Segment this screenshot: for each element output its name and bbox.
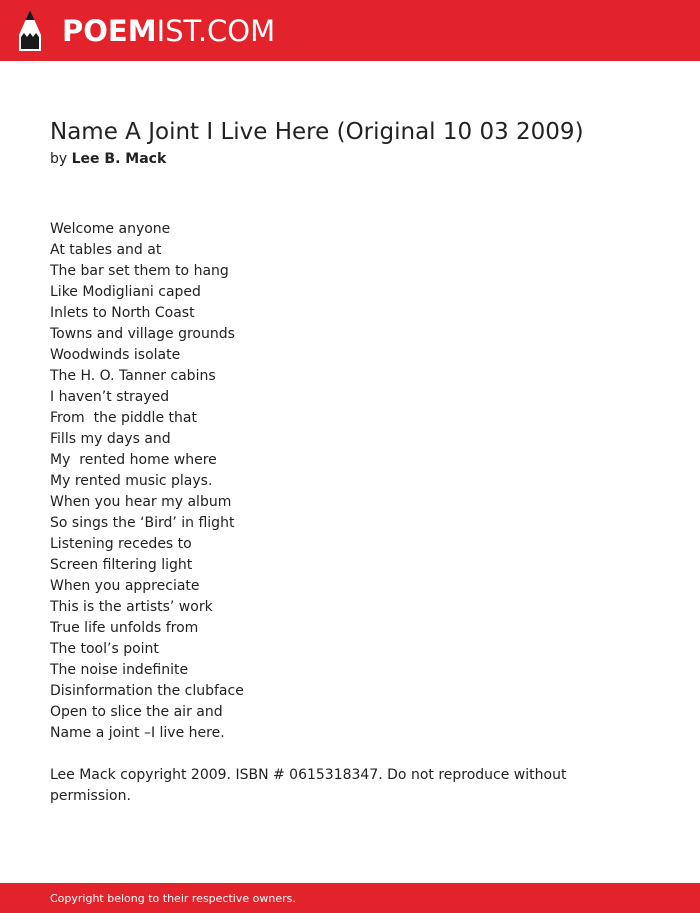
pencil-tip-icon[interactable]: [17, 9, 43, 53]
byline: [50, 149, 166, 169]
poem-line: At tables and at: [50, 242, 162, 258]
author-name: Lee B. Mack: [71, 151, 167, 167]
poem-line: The tool’s point: [50, 641, 159, 657]
site-footer: [0, 883, 700, 913]
poem-line: My rented home where: [50, 452, 217, 468]
poem-line: Name a joint –I live here.: [50, 725, 225, 741]
logo-bold-text: POEM: [62, 14, 157, 48]
poem-line: When you appreciate: [50, 578, 200, 594]
poem-line: Open to slice the air and: [50, 704, 223, 720]
by-label: by: [50, 151, 68, 167]
poem-line: The H. O. Tanner cabins: [50, 368, 216, 384]
poem-line: Towns and village grounds: [50, 326, 235, 342]
poem-line: Welcome anyone: [50, 221, 171, 237]
poem-line: True life unfolds from: [50, 620, 199, 636]
poem-line: Screen filtering light: [50, 557, 193, 573]
poem-line: This is the artists’ work: [50, 599, 213, 615]
poem-line: Fills my days and: [50, 431, 171, 447]
poem-line: So sings the ‘Bird’ in flight: [50, 515, 235, 531]
footer-copyright: Copyright belong to their respective owners.: [50, 892, 296, 905]
copyright-note: Lee Mack copyright 2009. ISBN # 0615318347. Do not reproduce without permission.: [50, 767, 567, 804]
poem-line: When you hear my album: [50, 494, 232, 510]
poem-title: Name A Joint I Live Here (Original 10 03 2009): [50, 119, 584, 145]
logo-light-text: IST.COM: [156, 14, 276, 48]
poem-line: My rented music plays.: [50, 473, 213, 489]
poem-line: Disinformation the clubface: [50, 683, 244, 699]
poem-line: Like Modigliani caped: [50, 284, 201, 300]
site-header: [0, 0, 700, 61]
poem-line: From the piddle that: [50, 410, 197, 426]
poem-line: The bar set them to hang: [50, 263, 229, 279]
poem-body: [50, 219, 650, 744]
site-logo[interactable]: [62, 12, 275, 50]
poem-line: Woodwinds isolate: [50, 347, 181, 363]
poem-line: The noise indefinite: [50, 662, 189, 678]
poem-line: I haven’t strayed: [50, 389, 170, 405]
poem-line: Inlets to North Coast: [50, 305, 195, 321]
poem-line: Listening recedes to: [50, 536, 192, 552]
